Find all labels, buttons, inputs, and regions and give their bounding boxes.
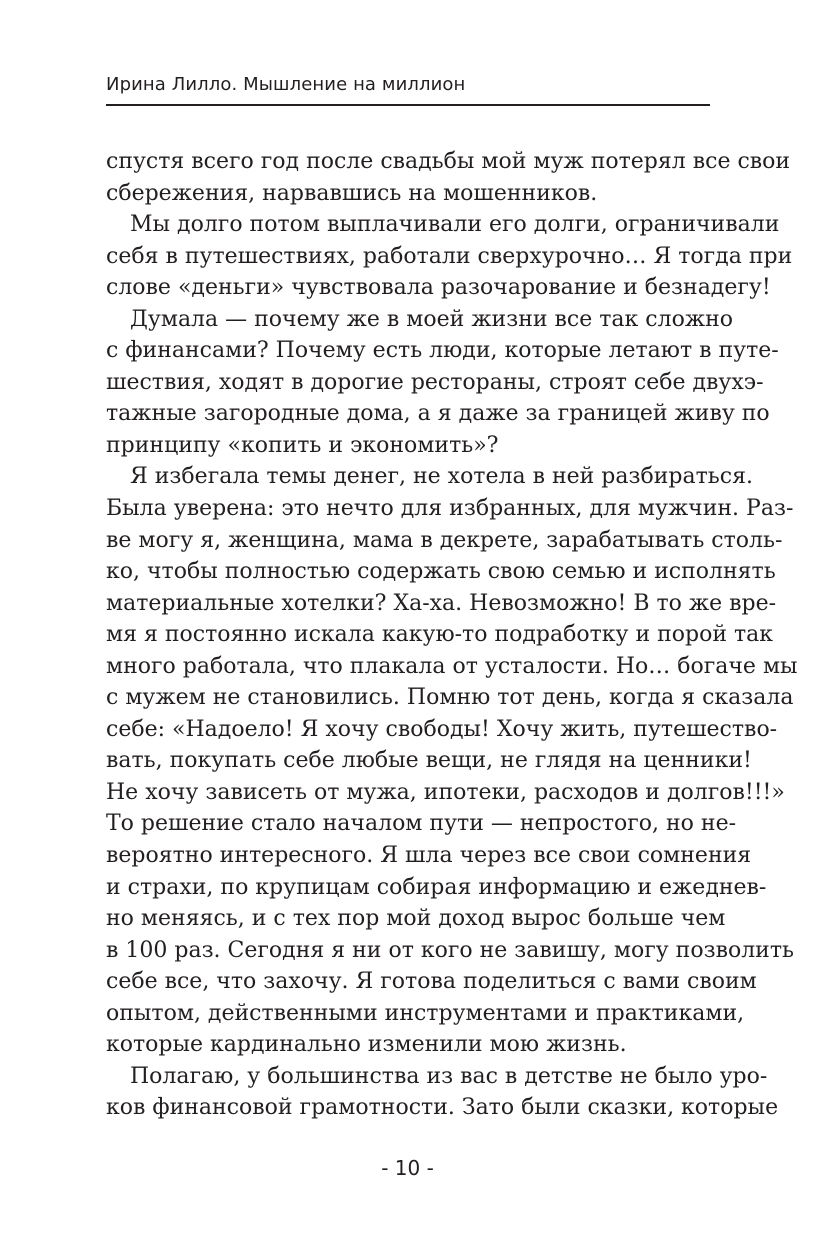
text-line: опытом, действенными инструментами и практиками, [106, 1000, 745, 1026]
text-line: вать, покупать себе любые вещи, не глядя на ценники! [106, 748, 752, 774]
text-line: ве могу я, женщина, мама в декрете, зарабатывать столь- [106, 527, 783, 553]
text-line: и страхи, по крупицам собирая информацию и ежеднев- [106, 874, 767, 900]
text-line: ко, чтобы полностью содержать свою семью и исполнять [106, 559, 776, 585]
text-line: себе: «Надоело! Я хочу свободы! Хочу жить, путешество- [106, 716, 778, 742]
text-line: но меняясь, и с тех пор мой доход вырос больше чем [106, 906, 726, 932]
text-line: себе все, что захочу. Я готова поделиться с вами своим [106, 969, 757, 995]
text-line: сбережения, нарвавшись на мошенников. [106, 180, 598, 206]
header-divider [106, 104, 710, 106]
running-header-title: Ирина Лилло. Мышление на миллион [106, 74, 466, 95]
text-line: с финансами? Почему есть люди, которые летают в путе- [106, 338, 779, 364]
text-line: слове «деньги» чувствовала разочарование и безнадегу! [106, 275, 771, 301]
text-line: тажные загородные дома, а я даже за границей живу по [106, 401, 770, 427]
text-line: Полагаю, у большинства из вас в детстве не было уро- [130, 1063, 768, 1089]
text-line: материальные хотелки? Ха-ха. Невозможно! В то же вре- [106, 590, 777, 616]
page-number: - 10 - [381, 1156, 434, 1180]
text-line: ков финансовой грамотности. Зато были сказки, которые [106, 1095, 779, 1121]
text-line: с мужем не становились. Помню тот день, когда я сказала [106, 685, 794, 711]
text-line: То решение стало началом пути — непростого, но не- [106, 811, 737, 837]
text-line: Я избегала темы денег, не хотела в ней разбираться. [130, 464, 753, 490]
text-line: вероятно интересного. Я шла через все свои сомнения [106, 843, 752, 869]
text-line: Думала — почему же в моей жизни все так сложно [130, 306, 733, 332]
text-line: в 100 раз. Сегодня я ни от кого не завишу, могу позволить [106, 937, 794, 963]
text-line: мя я постоянно искала какую-то подработку и порой так [106, 622, 774, 648]
text-line: шествия, ходят в дорогие рестораны, строят себе двухэ- [106, 369, 764, 395]
text-line: принципу «копить и экономить»? [106, 432, 499, 458]
text-line: Не хочу зависеть от мужа, ипотеки, расходов и долгов!!!» [106, 779, 785, 805]
text-line: Была уверена: это нечто для избранных, для мужчин. Раз- [106, 496, 794, 522]
text-line: Мы долго потом выплачивали его долги, ограничивали [130, 212, 780, 238]
text-line: себя в путешествиях, работали сверхурочно… Я тогда при [106, 243, 793, 269]
text-line: которые кардинально изменили мою жизнь. [106, 1032, 627, 1058]
text-line: спустя всего год после свадьбы мой муж потерял все свои [106, 149, 791, 174]
text-line: много работала, что плакала от усталости. Но… богаче мы [106, 653, 798, 679]
page-body [106, 146, 798, 1124]
